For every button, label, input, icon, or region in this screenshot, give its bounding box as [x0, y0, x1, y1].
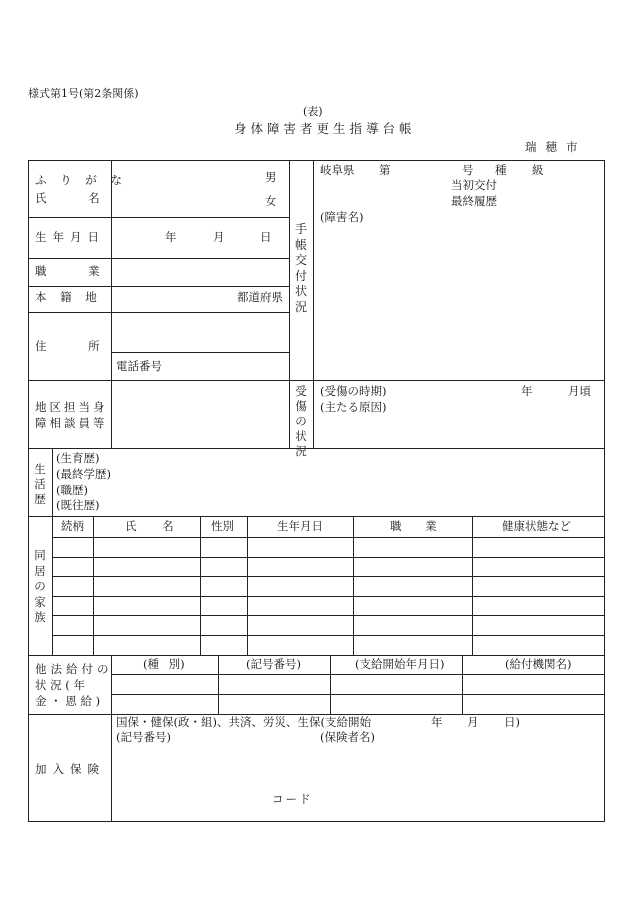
family-col-sex: 性別 [211, 519, 234, 533]
upbringing-label: (生育歴) [56, 451, 100, 465]
family-col-birthdate: 生年月日 [277, 519, 323, 533]
work-history-label: (職歴) [56, 483, 88, 497]
benefits-col-type: (種 別) [143, 657, 185, 671]
insurance-month-unit: 月 [467, 715, 479, 729]
insurance-label: 加入保険 [35, 762, 105, 776]
benefits-label-line2: 状 況 ( 年 [35, 678, 85, 692]
family-col-relation: 続柄 [61, 519, 84, 533]
benefits-label-line1: 他法給付の [35, 662, 113, 676]
family-col-name: 氏 名 [125, 519, 174, 533]
handbook-shurui: 種 [495, 163, 507, 177]
handbook-dai: 第 [379, 163, 391, 177]
counselor-label-line2: 障相談員等 [35, 416, 108, 430]
form-title: 身体障害者更生指導台帳 [234, 121, 416, 136]
domicile-label: 本 籍 地 [35, 290, 97, 304]
handbook-status-label: 手 帳 交 付 状 況 [294, 222, 307, 314]
benefits-label-line3: 金 ・ 恩 給 ) [35, 694, 101, 708]
insurance-day-unit: 日) [504, 715, 520, 729]
furigana-label: ふ り が な [35, 173, 122, 187]
handbook-kyu: 級 [532, 163, 544, 177]
benefits-col-number: (記号番号) [246, 657, 301, 671]
birth-year-unit: 年 [165, 230, 177, 244]
prefecture-unit: 都道府県 [237, 290, 283, 304]
handbook-first-issue: 当初交付 [451, 178, 497, 192]
family-label: 同 居 の 家 族 [34, 548, 46, 624]
handbook-last-history: 最終履歴 [451, 194, 497, 208]
birthdate-label: 生年月日 [35, 230, 105, 244]
injury-month-unit: 月頃 [568, 384, 591, 398]
birth-day-unit: 日 [260, 230, 272, 244]
birth-month-unit: 月 [213, 230, 225, 244]
handbook-go: 号 [462, 163, 474, 177]
benefits-col-start-date: (支給開始年月日) [355, 657, 445, 671]
occupation-label: 職 業 [35, 264, 100, 278]
injury-status-label: 受 傷 の 状 況 [295, 384, 307, 458]
address-label: 住 所 [35, 339, 100, 353]
handbook-prefecture: 岐阜県 [320, 163, 355, 177]
benefits-col-agency: (給付機関名) [505, 657, 572, 671]
family-col-health: 健康状態など [502, 519, 571, 533]
code-label: コード [272, 792, 313, 806]
disability-name-label: (障害名) [320, 210, 364, 224]
family-col-occupation: 職 業 [390, 519, 437, 533]
counselor-label-line1: 地区担当身 [35, 400, 108, 414]
injury-time-label: (受傷の時期) [320, 384, 387, 398]
name-label: 氏 名 [35, 191, 100, 205]
life-history-label: 生 活 歴 [34, 462, 46, 506]
form-number: 様式第1号(第2条関係) [28, 87, 139, 100]
female-option: 女 [265, 194, 277, 208]
insurance-year-unit: 年 [431, 715, 443, 729]
city-name: 瑞穂市 [525, 140, 587, 154]
male-option: 男 [265, 170, 277, 184]
insurance-number-label: (記号番号) [116, 730, 171, 744]
form-side: (表) [303, 105, 323, 118]
insurer-name-label: (保険者名) [320, 730, 375, 744]
education-label: (最終学歴) [56, 467, 111, 481]
injury-year-unit: 年 [521, 384, 533, 398]
medical-history-label: (既往歴) [56, 498, 100, 512]
insurance-types: 国保・健保(政・組)、共済、労災、生保(支給開始 [116, 715, 371, 729]
injury-cause-label: (主たる原因) [320, 400, 387, 414]
phone-label: 電話番号 [116, 359, 162, 373]
